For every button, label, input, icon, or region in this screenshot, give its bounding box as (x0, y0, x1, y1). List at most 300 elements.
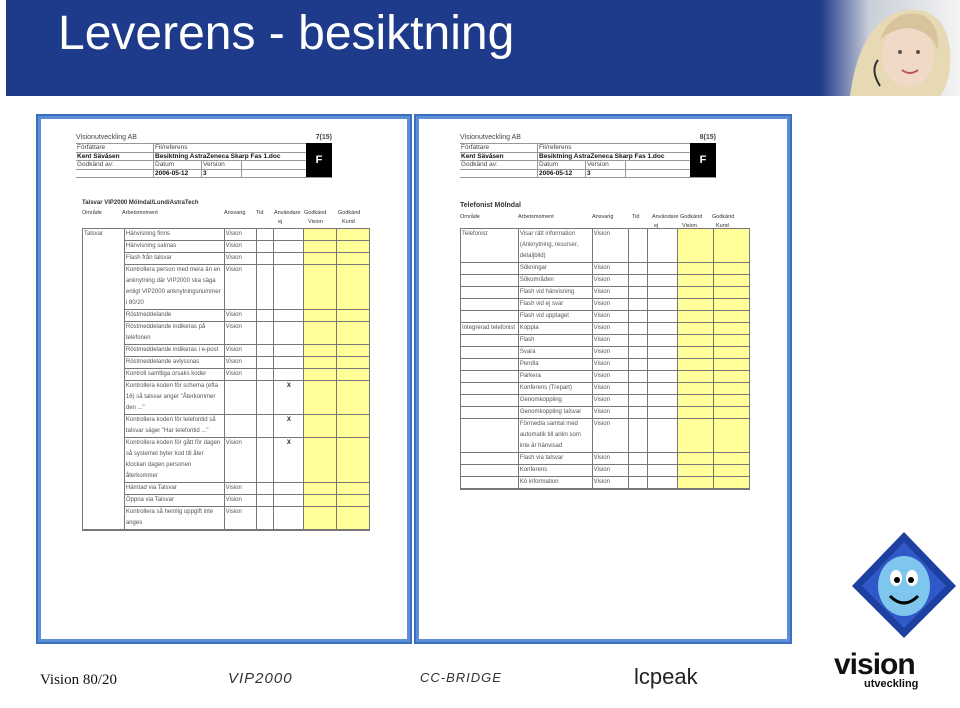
time-cell (256, 357, 274, 369)
table-row (461, 335, 750, 347)
task-cell: Genomkoppling (518, 395, 592, 407)
time-cell (256, 438, 274, 483)
approved-vision-cell (304, 253, 337, 265)
approved-vision-cell (304, 322, 337, 345)
time-cell (256, 345, 274, 357)
user-cell (274, 369, 304, 381)
task-cell: Sökningar (518, 263, 592, 275)
area-cell (461, 347, 519, 359)
section-title: Telefonist Mölndal (460, 202, 521, 209)
user-cell (274, 310, 304, 322)
table-row (461, 383, 750, 395)
f-box: F (690, 143, 716, 177)
col-subheader: Kund (342, 219, 355, 225)
user-cell (648, 299, 678, 311)
resp-cell: Vision (224, 357, 256, 369)
time-cell (628, 395, 648, 407)
table-row (83, 265, 370, 310)
resp-cell: Vision (224, 483, 256, 495)
task-cell (124, 530, 224, 531)
resp-cell: Vision (224, 229, 256, 241)
approved-vision-cell (678, 347, 714, 359)
approved-customer-cell (714, 311, 750, 323)
resp-cell: Vision (592, 371, 628, 383)
cc-bridge-logo: CC-BRIDGE (420, 670, 502, 685)
task-cell: Kontroll samtliga orsaks koder (124, 369, 224, 381)
table-row (83, 507, 370, 530)
time-cell (628, 359, 648, 371)
table-row (83, 381, 370, 415)
table-row (461, 489, 750, 490)
task-cell: Parkera (518, 371, 592, 383)
col-header: Tid (632, 214, 640, 220)
approved-vision-cell (678, 275, 714, 287)
col-header: Användare (652, 214, 679, 220)
resp-cell: Vision (224, 241, 256, 253)
approved-customer-cell (714, 347, 750, 359)
approved-customer-cell (714, 453, 750, 465)
user-cell (274, 507, 304, 530)
area-cell (461, 407, 519, 419)
area-cell (461, 275, 519, 287)
approved-customer-cell (714, 359, 750, 371)
company-name: Visionutveckling AB (76, 134, 137, 141)
task-cell: Pendla (518, 359, 592, 371)
time-cell (256, 415, 274, 438)
smiley-mascot-icon (850, 530, 958, 640)
resp-cell (224, 381, 256, 415)
user-cell (274, 483, 304, 495)
checklist-table-left (82, 228, 370, 531)
area-cell: Integrerad telefonist (461, 323, 519, 335)
approved-customer-cell (337, 369, 370, 381)
user-cell (648, 287, 678, 299)
utveckling-wordmark: utveckling (864, 678, 919, 690)
user-cell (648, 395, 678, 407)
area-cell (461, 287, 519, 299)
approved-customer-cell (714, 275, 750, 287)
table-row (83, 345, 370, 357)
date: 2006-05-12 (154, 170, 202, 178)
table-row (461, 323, 750, 335)
area-cell (461, 311, 519, 323)
approved-customer-cell (337, 229, 370, 241)
approved-vision-cell (678, 359, 714, 371)
approved-customer-cell (337, 507, 370, 530)
time-cell (256, 507, 274, 530)
author-label: Författare (460, 144, 538, 152)
resp-cell: Vision (592, 299, 628, 311)
resp-cell (224, 530, 256, 531)
user-cell (648, 323, 678, 335)
approved-customer-cell (337, 322, 370, 345)
user-cell (648, 229, 678, 263)
time-cell (628, 335, 648, 347)
task-cell: Flash vid hänvisning (518, 287, 592, 299)
approved-customer-cell (714, 323, 750, 335)
task-cell: Kontrollera koden för telefontid så talsvar säger "Har telefontid ..." (124, 415, 224, 438)
version-label: Version (202, 161, 242, 169)
version: 3 (202, 170, 242, 178)
area-cell (461, 263, 519, 275)
table-row (83, 322, 370, 345)
area-cell (461, 299, 519, 311)
woman-headset-photo (820, 0, 960, 96)
approved-vision-cell (678, 323, 714, 335)
approved-vision-cell (304, 369, 337, 381)
author: Kent Sävåsen (76, 153, 154, 161)
task-cell: Öppna via Talsvar (124, 495, 224, 507)
ref-label: Fil/referens (154, 144, 332, 152)
resp-cell: Vision (592, 275, 628, 287)
approved-vision-cell (304, 229, 337, 241)
task-cell: Konferens (518, 465, 592, 477)
time-cell (628, 287, 648, 299)
approved-customer-cell (714, 287, 750, 299)
user-cell (648, 335, 678, 347)
approved-vision-cell (304, 438, 337, 483)
time-cell (628, 347, 648, 359)
col-header: Godkänd (680, 214, 703, 220)
time-cell (256, 381, 274, 415)
table-row (461, 287, 750, 299)
table-row (461, 299, 750, 311)
approved-vision-cell (304, 381, 337, 415)
time-cell (256, 495, 274, 507)
approved-vision-cell (678, 335, 714, 347)
user-cell (648, 489, 678, 490)
col-header: Ansvarig (224, 210, 246, 216)
time-cell (256, 322, 274, 345)
task-cell: Flash vid upptaget (518, 311, 592, 323)
task-cell: Hämtad via Talsvar (124, 483, 224, 495)
area-cell (461, 489, 519, 490)
user-cell (274, 229, 304, 241)
table-row (461, 275, 750, 287)
approved-customer-cell (337, 310, 370, 322)
col-header: Godkänd (338, 210, 361, 216)
time-cell (256, 483, 274, 495)
resp-cell: Vision (592, 407, 628, 419)
time-cell (628, 383, 648, 395)
checklist-table-right (460, 228, 750, 490)
area-cell (461, 395, 519, 407)
approved-vision-cell (304, 415, 337, 438)
vision-wordmark: vision (834, 648, 915, 681)
lcpeak-logo: lcpeak (634, 664, 698, 689)
approved-customer-cell (714, 395, 750, 407)
area-cell: Talsvar (83, 229, 125, 530)
approved-customer-cell (337, 345, 370, 357)
time-cell (628, 275, 648, 287)
task-cell: Röstmeddelande indikeras i e-post (124, 345, 224, 357)
resp-cell: Vision (592, 335, 628, 347)
approved-customer-cell (714, 299, 750, 311)
task-cell: Genomkoppling talsvar (518, 407, 592, 419)
resp-cell: Vision (592, 347, 628, 359)
area-cell: Telefonist (461, 229, 519, 263)
user-cell (274, 495, 304, 507)
user-cell (648, 465, 678, 477)
user-cell (648, 275, 678, 287)
resp-cell: Vision (592, 229, 628, 263)
table-row (461, 311, 750, 323)
resp-cell: Vision (224, 253, 256, 265)
user-cell (648, 453, 678, 465)
col-subheader: ej (654, 223, 659, 229)
section-title: Talsvar VIP2000 Mölndal/Lund/AstraTech (82, 200, 199, 206)
time-cell (256, 265, 274, 310)
task-cell: Flash via talsvar (518, 453, 592, 465)
approved-vision-cell (304, 241, 337, 253)
table-row (83, 415, 370, 438)
approved-label: Godkänd av: (76, 161, 154, 169)
approved-customer-cell (337, 253, 370, 265)
task-cell: Sökområden (518, 275, 592, 287)
file-ref: Besiktning AstraZeneca Skarp Fas 1.doc (154, 153, 332, 161)
task-cell: Kontrollera koden för gått för dagen så systemet byter kod till åter klockan dagen personen återkommer (124, 438, 224, 483)
resp-cell: Vision (592, 395, 628, 407)
approved-vision-cell (678, 419, 714, 453)
area-cell (461, 477, 519, 489)
col-header: Arbetsmoment (518, 214, 554, 220)
approved-customer-cell (714, 489, 750, 490)
table-row (461, 371, 750, 383)
user-cell (274, 530, 304, 531)
table-row (461, 263, 750, 275)
approved-vision-cell (304, 265, 337, 310)
file-ref: Besiktning AstraZeneca Skarp Fas 1.doc (538, 153, 716, 161)
resp-cell: Vision (224, 310, 256, 322)
date: 2006-05-12 (538, 170, 586, 178)
time-cell (628, 371, 648, 383)
page-number: 7(15) (315, 134, 332, 141)
time-cell (628, 489, 648, 490)
time-cell (628, 323, 648, 335)
resp-cell: Vision (224, 322, 256, 345)
approved-vision-cell (678, 311, 714, 323)
task-cell: Kontrollera så hemlig uppgift inte anges (124, 507, 224, 530)
user-cell (274, 241, 304, 253)
task-cell: Röstmeddelande (124, 310, 224, 322)
task-cell: Koppla (518, 323, 592, 335)
col-subheader: Kund (716, 223, 729, 229)
approved-vision-cell (678, 395, 714, 407)
resp-cell: Vision (592, 323, 628, 335)
task-cell: Kö information (518, 477, 592, 489)
approved-vision-cell (678, 465, 714, 477)
approved-customer-cell (714, 263, 750, 275)
table-row (83, 310, 370, 322)
approved-vision-cell (678, 453, 714, 465)
resp-cell: Vision (592, 287, 628, 299)
resp-cell (592, 489, 628, 490)
user-cell (274, 345, 304, 357)
approved-customer-cell (714, 477, 750, 489)
approved-customer-cell (714, 407, 750, 419)
user-cell: X (274, 438, 304, 483)
resp-cell: Vision (224, 495, 256, 507)
user-cell (648, 407, 678, 419)
user-cell (648, 311, 678, 323)
table-row (461, 395, 750, 407)
ref-label: Fil/referens (538, 144, 716, 152)
time-cell (628, 311, 648, 323)
f-box: F (306, 143, 332, 177)
approved-vision-cell (304, 310, 337, 322)
user-cell (648, 347, 678, 359)
col-header: Ansvarig (592, 214, 614, 220)
col-header: Godkänd (712, 214, 735, 220)
time-cell (628, 477, 648, 489)
task-cell: Förmedla samtal med automatik till ankn som inte är hänvisad (518, 419, 592, 453)
table-row (83, 483, 370, 495)
approved-customer-cell (714, 371, 750, 383)
resp-cell: Vision (224, 265, 256, 310)
time-cell (628, 263, 648, 275)
user-cell (274, 265, 304, 310)
task-cell: Svara (518, 347, 592, 359)
area-cell (461, 383, 519, 395)
resp-cell: Vision (592, 465, 628, 477)
approved-customer-cell (337, 265, 370, 310)
approved-vision-cell (304, 345, 337, 357)
resp-cell: Vision (224, 369, 256, 381)
time-cell (256, 310, 274, 322)
user-cell (648, 371, 678, 383)
slide-title: Leverens - besiktning (58, 7, 515, 60)
table-row (461, 407, 750, 419)
area-cell (83, 530, 125, 531)
time-cell (256, 369, 274, 381)
user-cell (648, 263, 678, 275)
task-cell: Flash vid ej svar (518, 299, 592, 311)
col-subheader: Vision (308, 219, 323, 225)
approved-vision-cell (678, 383, 714, 395)
col-header: Användare (274, 210, 301, 216)
user-cell (274, 357, 304, 369)
task-cell: Röstmeddelande avlyssnas (124, 357, 224, 369)
approved-customer-cell (337, 530, 370, 531)
time-cell (628, 229, 648, 263)
time-cell (628, 407, 648, 419)
slide-footer: Vision 80/20 (40, 672, 118, 688)
author: Kent Sävåsen (460, 153, 538, 161)
slide-header (6, 0, 960, 96)
col-header: Område (82, 210, 102, 216)
table-row (461, 465, 750, 477)
document-page-left (36, 114, 412, 644)
resp-cell: Vision (592, 359, 628, 371)
resp-cell: Vision (592, 311, 628, 323)
table-row (83, 229, 370, 241)
document-page-right (414, 114, 792, 644)
resp-cell: Vision (592, 263, 628, 275)
table-row (83, 357, 370, 369)
approved-vision-cell (304, 483, 337, 495)
task-cell: Konferens (Trepart) (518, 383, 592, 395)
approved-customer-cell (337, 357, 370, 369)
approved-vision-cell (304, 495, 337, 507)
vision-utveckling-logo (834, 650, 934, 706)
table-row (461, 229, 750, 263)
time-cell (628, 453, 648, 465)
time-cell (256, 229, 274, 241)
approved-vision-cell (304, 507, 337, 530)
area-cell (461, 419, 519, 453)
page-number: 8(15) (699, 134, 716, 141)
col-header: Godkänd (304, 210, 327, 216)
task-cell: Röstmeddelande indikeras på telefonen (124, 322, 224, 345)
table-row (461, 347, 750, 359)
time-cell (628, 465, 648, 477)
user-cell (648, 359, 678, 371)
time-cell (256, 241, 274, 253)
approved-vision-cell (678, 287, 714, 299)
approved-vision-cell (678, 477, 714, 489)
col-subheader: ej (278, 219, 283, 225)
task-cell: Kontrollera person med mera än en anknytning där VIP2000 ska säga enligt VIP2000 anknytningsnummer i 80/20 (124, 265, 224, 310)
task-cell: Hänvisning saknas (124, 241, 224, 253)
table-row (461, 419, 750, 453)
table-row (83, 241, 370, 253)
approved-label: Godkänd av: (460, 161, 538, 169)
area-cell (461, 371, 519, 383)
user-cell (274, 322, 304, 345)
area-cell (461, 465, 519, 477)
approved-customer-cell (337, 495, 370, 507)
approved-vision-cell (678, 299, 714, 311)
table-row (83, 438, 370, 483)
task-cell (518, 489, 592, 490)
user-cell: X (274, 415, 304, 438)
col-header: Område (460, 214, 480, 220)
resp-cell: Vision (592, 383, 628, 395)
approved-customer-cell (714, 465, 750, 477)
resp-cell: Vision (224, 345, 256, 357)
task-cell: Kontrollera koden för schema (efta 16) så talsvar anger "Återkommer den ..." (124, 381, 224, 415)
user-cell: X (274, 381, 304, 415)
resp-cell: Vision (224, 507, 256, 530)
resp-cell: Vision (592, 453, 628, 465)
company-name: Visionutveckling AB (460, 134, 521, 141)
approved-customer-cell (337, 438, 370, 483)
table-row (83, 495, 370, 507)
approved-customer-cell (337, 415, 370, 438)
col-header: Arbetsmoment (122, 210, 158, 216)
resp-cell (224, 415, 256, 438)
area-cell (461, 359, 519, 371)
col-header: Tid (256, 210, 264, 216)
version: 3 (586, 170, 626, 178)
approved-vision-cell (678, 371, 714, 383)
approved-customer-cell (337, 381, 370, 415)
approved-vision-cell (304, 530, 337, 531)
version-label: Version (586, 161, 626, 169)
approved-vision-cell (678, 407, 714, 419)
col-subheader: Vision (682, 223, 697, 229)
user-cell (274, 253, 304, 265)
time-cell (256, 253, 274, 265)
resp-cell: Vision (592, 419, 628, 453)
table-row (83, 369, 370, 381)
table-row (83, 530, 370, 531)
author-label: Författare (76, 144, 154, 152)
date-label: Datum (154, 161, 202, 169)
resp-cell: Vision (592, 477, 628, 489)
user-cell (648, 419, 678, 453)
task-cell: Visar rätt information (Anknytning, resurser, detaljbild) (518, 229, 592, 263)
